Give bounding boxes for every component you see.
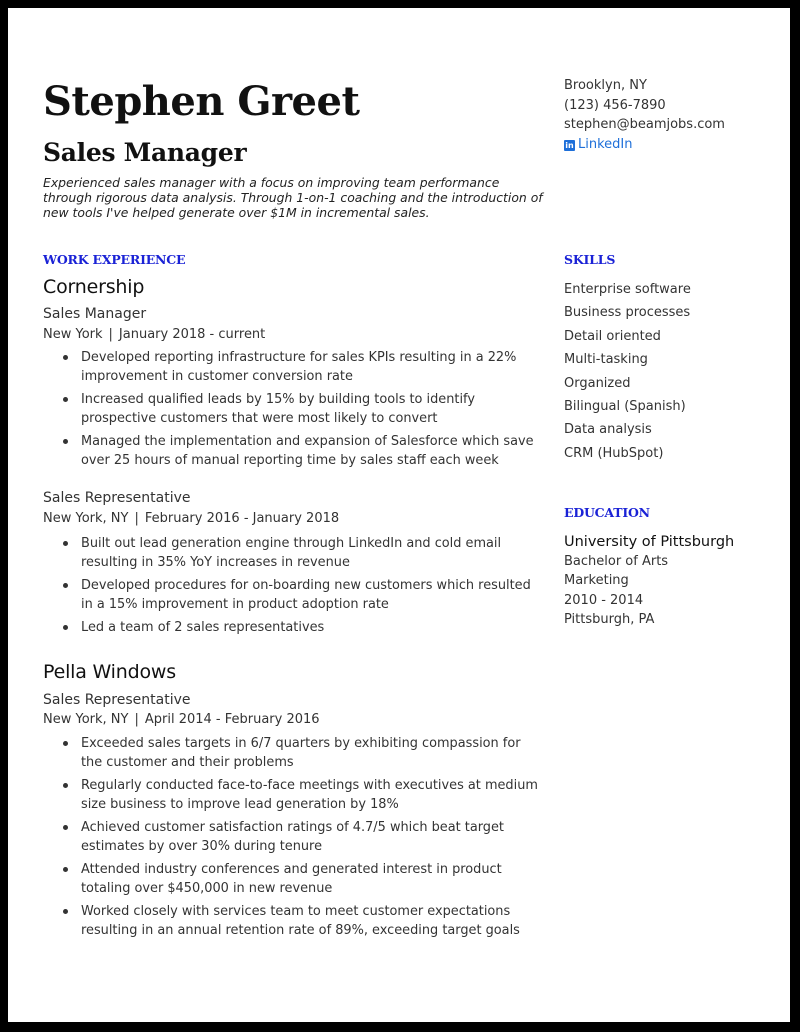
bullet-item: Achieved customer satisfaction ratings of 4.7/5 which beat target estimates by over 30% during tenure — [43, 818, 543, 856]
skills-heading: SKILLS — [564, 252, 616, 267]
education-heading: EDUCATION — [564, 505, 650, 520]
bullet-item: Regularly conducted face-to-face meetings with executives at medium size business to improve lead generation by 18% — [43, 776, 543, 814]
linkedin-icon: in — [565, 140, 574, 150]
education-dates: 2010 - 2014 — [564, 592, 644, 608]
skill-item: Detail oriented — [564, 328, 661, 344]
job-location: New York, NY — [43, 511, 129, 526]
linkedin-label: LinkedIn — [578, 136, 633, 152]
education-block — [564, 532, 734, 629]
resume-page — [8, 8, 790, 1022]
job-title: Sales Manager — [43, 306, 147, 322]
contact-location: Brooklyn, NY — [564, 78, 647, 93]
job-meta — [43, 511, 339, 526]
bullet-item: Developed procedures for on-boarding new customers which resulted in a 15% improvement in product adoption rate — [43, 576, 543, 614]
job-dates: February 2016 - January 2018 — [144, 511, 340, 526]
bullet-item: Led a team of 2 sales representatives — [43, 618, 543, 637]
job-title: Sales Representative — [43, 490, 191, 506]
candidate-role: Sales Manager — [43, 138, 247, 167]
skills-list — [564, 278, 691, 465]
job-location: New York, NY — [43, 712, 129, 727]
bullet-item: Managed the implementation and expansion of Salesforce which save over 25 hours of manual reporting time by sales staff each week — [43, 432, 543, 470]
skill-item: Bilingual (Spanish) — [564, 399, 686, 415]
school-name: University of Pittsburgh — [564, 534, 735, 550]
skill-item: Enterprise software — [564, 282, 691, 297]
job-bullets — [43, 348, 543, 474]
job-meta — [43, 712, 320, 727]
linkedin-link[interactable] — [564, 135, 725, 155]
job-title: Sales Representative — [43, 692, 191, 708]
bullet-item: Exceeded sales targets in 6/7 quarters by exhibiting compassion for the customer and their problems — [43, 734, 543, 772]
bullet-item: Developed reporting infrastructure for sales KPIs resulting in a 22% improvement in customer conversion rate — [43, 348, 543, 386]
candidate-name: Stephen Greet — [43, 78, 360, 125]
degree: Bachelor of Arts — [564, 554, 669, 569]
job-meta — [43, 327, 265, 342]
contact-block — [564, 76, 725, 154]
education-location: Pittsburgh, PA — [564, 611, 655, 627]
contact-email[interactable]: stephen@beamjobs.com — [564, 117, 725, 132]
summary: Experienced sales manager with a focus on improving team performance through rigorous data analysis. Through 1-on-1 coaching and the introduction of new tools I've helped generate over $1M in incremental sales. — [43, 175, 543, 220]
job-dates: April 2014 - February 2016 — [144, 712, 320, 727]
bullet-item: Built out lead generation engine through LinkedIn and cold email resulting in 35% YoY increases in revenue — [43, 534, 543, 572]
contact-phone: (123) 456-7890 — [564, 97, 666, 113]
company-name: Pella Windows — [43, 661, 176, 683]
skill-item: Business processes — [564, 305, 691, 321]
job-bullets — [43, 534, 543, 641]
bullet-item: Attended industry conferences and generated interest in product totaling over $450,000 in new revenue — [43, 860, 543, 898]
meta-separator: | — [108, 327, 113, 342]
job-bullets — [43, 734, 543, 944]
meta-separator: | — [134, 511, 139, 526]
skill-item: Organized — [564, 375, 631, 391]
job-dates: January 2018 - current — [118, 327, 266, 342]
job-location: New York — [43, 327, 103, 342]
company-name: Cornership — [43, 276, 145, 298]
bullet-item: Worked closely with services team to meet customer expectations resulting in an annual retention rate of 89%, exceeding target goals — [43, 902, 543, 940]
skill-item: CRM (HubSpot) — [564, 445, 664, 461]
skill-item: Data analysis — [564, 422, 652, 438]
skill-item: Multi-tasking — [564, 352, 648, 368]
major: Marketing — [564, 573, 629, 589]
work-experience-heading: WORK EXPERIENCE — [43, 252, 186, 267]
meta-separator: | — [134, 712, 139, 727]
bullet-item: Increased qualified leads by 15% by building tools to identify prospective customers that were most likely to convert — [43, 390, 543, 428]
